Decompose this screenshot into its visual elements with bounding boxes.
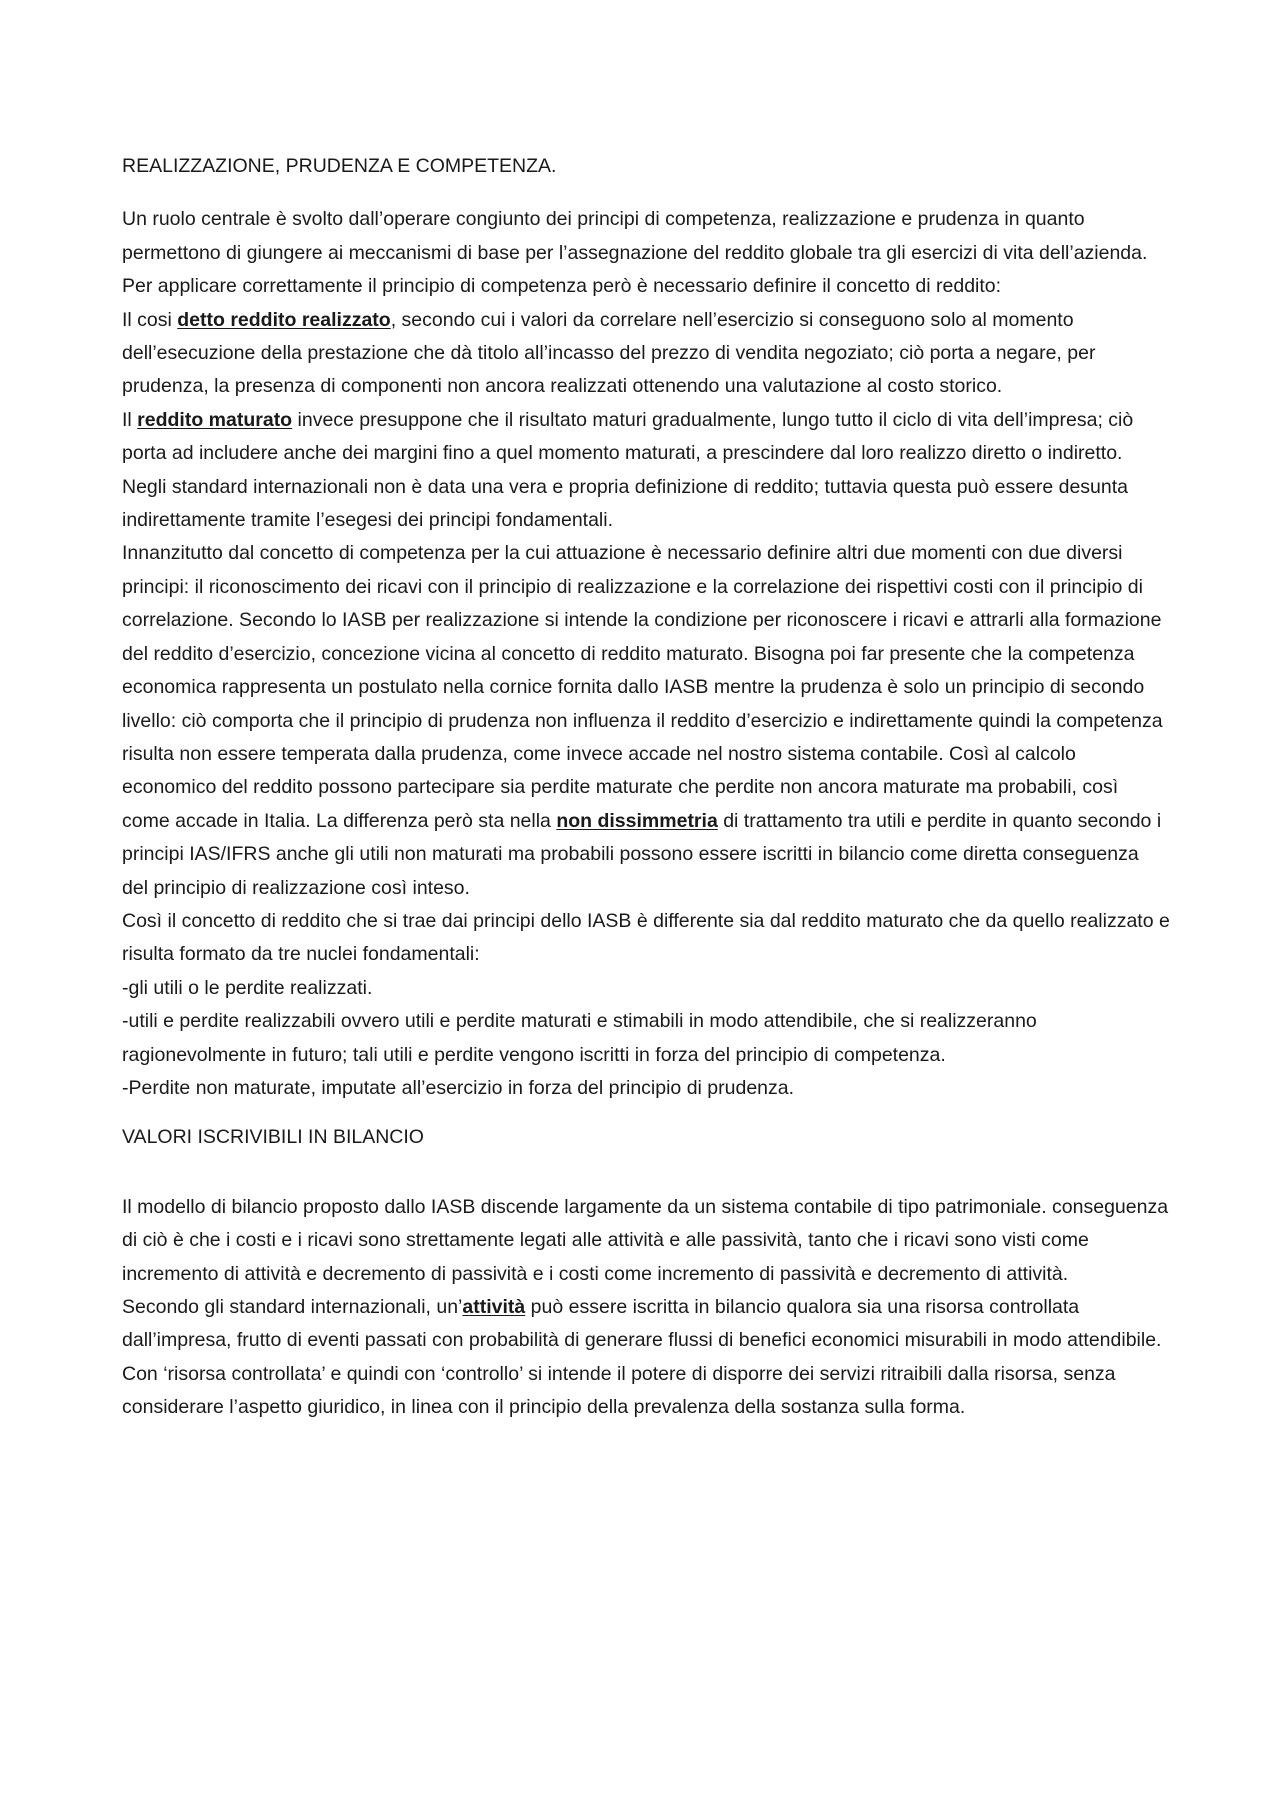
- text-run: Il cosi: [122, 308, 178, 331]
- paragraph-competenza: [122, 537, 1170, 904]
- spacer: [122, 1105, 1170, 1121]
- paragraph-modello-bilancio: Il modello di bilancio proposto dallo IASB discende largamente da un sistema contabile di tipo patrimoniale. conseguenza di ciò è che i costi e i ricavi sono strettamente legati alle attività e alle passività, tanto che i ricavi sono visti come incremento di attività e decremento di passività e i costi come incremento di passività e decremento di attività.: [122, 1195, 1169, 1285]
- paragraph-reddito-realizzato: [122, 304, 1170, 404]
- emphasis-reddito-maturato: reddito maturato: [137, 408, 293, 431]
- paragraph-concetto-reddito: Così il concetto di reddito che si trae dai principi dello IASB è differente sia dal reddito maturato che da quello realizzato e risulta formato da tre nuclei fondamentali:: [122, 909, 1170, 966]
- emphasis-non-dissimmetria: non dissimmetria: [556, 809, 718, 832]
- text-run: Il: [122, 408, 138, 431]
- list-item: -gli utili o le perdite realizzati.: [122, 976, 373, 999]
- paragraph-reddito-maturato: [122, 404, 1170, 471]
- list-item: -utili e perdite realizzabili ovvero utili e perdite maturati e stimabili in modo attendibile, che si realizzeranno ragionevolmente in futuro; tali utili e perdite vengono iscritti in forza del principio di competenza.: [122, 1010, 1037, 1066]
- text-run: può essere iscritta in bilancio qualora sia una risorsa controllata dall’impresa, frutto di eventi passati con probabilità di generare flussi di benefici economici misurabili in modo attendibile. Con ‘risorsa controllata’ e quindi con ‘controllo’ si intende il potere di disporre dei servizi ritraibili dalla risorsa, senza considerare l’aspetto giuridico, in linea con il principio della prevalenza della sostanza sulla forma.: [122, 1296, 1162, 1419]
- text-run: invece presuppone che il risultato maturi gradualmente, lungo tutto il ciclo di vita dell’impresa; ciò porta ad includere anche dei margini fino a quel momento maturati, a prescindere dal loro realizzo diretto o indiretto.: [122, 408, 1134, 465]
- list-item: -Perdite non maturate, imputate all’esercizio in forza del principio di prudenza.: [122, 1076, 795, 1099]
- text-run: Secondo gli standard internazionali, un’: [122, 1296, 463, 1318]
- paragraph-intro: Un ruolo centrale è svolto dall’operare congiunto dei principi di competenza, realizzazione e prudenza in quanto permettono di giungere ai meccanismi di base per l’assegnazione del reddito globale tra gli esercizi di vita dell’azienda. Per applicare correttamente il principio di competenza però è necessario definire il concetto di reddito:: [122, 208, 1148, 298]
- emphasis-attivita: attività: [462, 1296, 526, 1318]
- section-title-valori: VALORI ISCRIVIBILI IN BILANCIO: [122, 1126, 424, 1149]
- paragraph-standard-internazionali: Negli standard internazionali non è data una vera e propria definizione di reddito; tuttavia questa può essere desunta indirettamente tramite l’esegesi dei principi fondamentali.: [122, 475, 1129, 532]
- text-run: Innanzitutto dal concetto di competenza per la cui attuazione è necessario definire altri due momenti con due diversi principi: il riconoscimento dei ricavi con il principio di realizzazione e la correlazione dei rispettivi costi con il principio di correlazione. Secondo lo IASB per realizzazione si intende la condizione per riconoscere i ricavi e attrarli alla formazione del reddito d’esercizio, concezione vicina al concetto di reddito maturato. Bisogna poi far presente che la competenza economica rappresenta un postulato nella cornice fornita dallo IASB mentre la prudenza è solo un principio di secondo livello: ciò comporta che il principio di prudenza non influenza il reddito d’esercizio e indirettamente quindi la competenza risulta non essere temperata dalla prudenza, come invece accade nel nostro sistema contabile. Così al calcolo economico del reddito possono partecipare sia perdite maturate che perdite non ancora maturate ma probabili, così come accade in Italia. La differenza però sta nella: [122, 542, 1163, 832]
- emphasis-reddito-realizzato: detto reddito realizzato: [177, 308, 391, 331]
- text-run: , secondo cui i valori da correlare nell’esercizio si conseguono solo al momento dell’esecuzione della prestazione che dà titolo all’incasso del prezzo di vendita negoziato; ciò porta a negare, per prudenza, la presenza di componenti non ancora realizzati ottenendo una valutazione al costo storico.: [122, 308, 1096, 398]
- text-run: di trattamento tra utili e perdite in quanto secondo i principi IAS/IFRS anche gli utili non maturati ma probabili possono essere iscritti in bilancio come diretta conseguenza del principio di realizzazione così inteso.: [122, 809, 1162, 899]
- paragraph-attivita: [122, 1291, 1170, 1425]
- spacer: [122, 1175, 1170, 1191]
- section-title-realizzazione: REALIZZAZIONE, PRUDENZA E COMPETENZA.: [122, 155, 557, 177]
